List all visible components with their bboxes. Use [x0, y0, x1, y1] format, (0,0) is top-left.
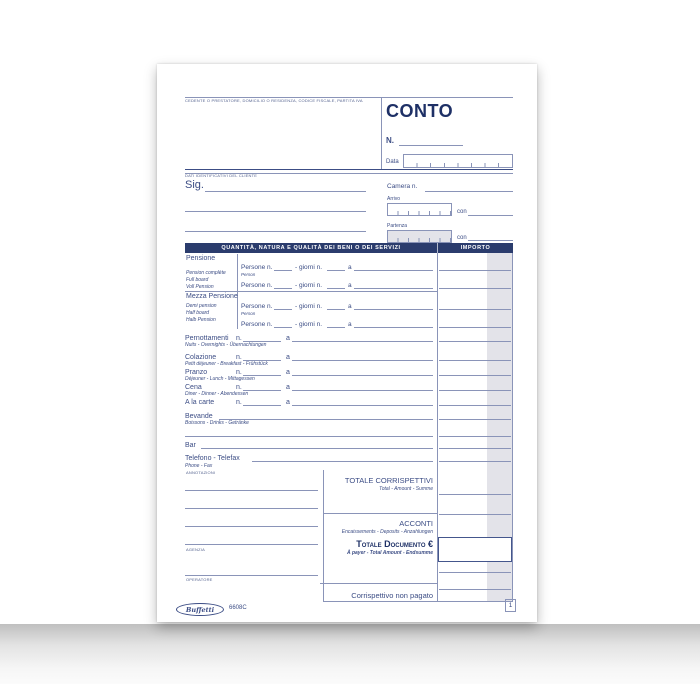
importo-line [439, 514, 511, 515]
mezza-persone-row-1 [157, 302, 437, 310]
client-hint-text: DATI IDENTIFICATIVI DEL CLIENTE [185, 173, 258, 178]
a-label: a [286, 399, 290, 406]
header-divider [381, 97, 382, 170]
price-line [201, 448, 433, 449]
importo-line [439, 360, 511, 361]
buffetti-logo [176, 603, 224, 616]
importo-line [439, 327, 511, 328]
persone-count-line [274, 288, 292, 289]
pensione-sub-fr: Pension complète [186, 270, 226, 276]
mezza-sub-en: Half board [186, 310, 210, 316]
importo-line [439, 405, 511, 406]
importo-line [439, 436, 511, 437]
a-label: a [286, 384, 290, 391]
price-line [354, 309, 433, 310]
date-comb-field [403, 154, 513, 168]
table-surface-shadow [0, 624, 700, 684]
service-row-pranzo [157, 366, 437, 376]
partenza-label: Partenza [387, 223, 408, 229]
totale-documento-label: Totale Documento € [356, 539, 433, 549]
mezza-persone-row-2 [157, 317, 437, 328]
service-label: Cena [185, 384, 202, 391]
a-label: a [348, 320, 352, 328]
pension-block-separator [185, 291, 437, 292]
table-header-bar [185, 243, 513, 253]
table-bottom-border [323, 601, 513, 602]
giorni-label: - giorni n. [295, 281, 323, 289]
person-mid-label-2: Person [241, 311, 256, 316]
service-label: Colazione [185, 354, 217, 361]
price-line [292, 405, 433, 406]
totale-corrispettivi-label: TOTALE CORRISPETTIVI [344, 476, 433, 485]
arrivo-comb-field [387, 203, 452, 216]
client-write-line-2 [185, 211, 366, 212]
service-sub: Déjeuner - Lunch - Mittagessen [185, 376, 255, 382]
giorni-count-line [327, 309, 345, 310]
n-label: n. [236, 384, 242, 391]
a-label: a [286, 369, 290, 376]
giorni-count-line [327, 288, 345, 289]
camera-label: Camera n. [387, 183, 418, 190]
importo-line [439, 448, 511, 449]
totale-corrispettivi-sub: Total - Amount - Summe [379, 486, 433, 492]
persone-label: Persone n. [241, 263, 273, 271]
importo-line [439, 341, 511, 342]
giorni-count-line [327, 327, 345, 328]
totals-section-line [323, 513, 437, 514]
importo-line [439, 390, 511, 391]
totals-section-line [320, 583, 437, 584]
form-title: CONTO [386, 101, 454, 121]
price-line [354, 327, 433, 328]
table-header-importo-cell [437, 243, 513, 253]
service-label: A la carte [185, 399, 215, 406]
importo-line [439, 494, 511, 495]
n-label: n. [236, 335, 242, 342]
date-label: Data [386, 159, 399, 165]
a-label: a [286, 354, 290, 361]
pensione-persone-row-2 [157, 281, 437, 289]
annotazioni-label: ANNOTAZIONI [186, 470, 216, 475]
pensione-sub-en: Full board [186, 277, 209, 283]
table-header-left-cell [185, 243, 437, 253]
pensione-persone-row-1 [157, 263, 437, 271]
acconti-label: ACCONTI [399, 519, 433, 528]
page-number-box [505, 599, 516, 612]
service-row-bar [157, 439, 437, 449]
page-number: 1 [508, 602, 513, 609]
service-row-alacarte [157, 396, 437, 406]
importo-line [439, 375, 511, 376]
annotation-line [185, 508, 318, 509]
importo-line [439, 461, 511, 462]
price-line [292, 341, 433, 342]
table-right-border [512, 253, 513, 602]
blank-write-line [185, 436, 433, 437]
count-line [243, 405, 281, 406]
service-sub: Boissons - Drinks - Getränke [185, 420, 249, 426]
table-header-left-label: QUANTITÀ, NATURA E QUALITÀ DEI BENI O DEI SERVIZI [221, 245, 401, 251]
totale-documento-sub: À payer - Total Amount - Endsumme [346, 550, 433, 556]
count-line [243, 390, 281, 391]
service-row-bevande [157, 410, 437, 420]
price-line [219, 419, 433, 420]
service-label: Telefono - Telefax [185, 455, 240, 462]
operatore-label: OPERATORE [186, 577, 213, 582]
giorni-label: - giorni n. [295, 320, 323, 328]
person-mid-label-1: Person [241, 272, 256, 277]
persone-label: Persone n. [241, 320, 273, 328]
importo-line [439, 270, 511, 271]
sig-label: Sig. [185, 179, 204, 191]
totale-documento-amount-box [438, 537, 512, 562]
arrivo-label: Arrivo [387, 196, 401, 202]
a-label: a [348, 263, 352, 271]
persone-label: Persone n. [241, 281, 273, 289]
partenza-con-line [468, 240, 513, 241]
a-label: a [348, 281, 352, 289]
buffetti-logo-text: Buffetti [185, 605, 215, 614]
conto-form-sheet [157, 64, 537, 622]
mezza-pensione-title: Mezza Pensione [186, 293, 238, 300]
service-sub: Petit déjeuner - Breakfast - Frühstück [185, 361, 268, 367]
corrispettivo-non-pagato-label: Corrispettivo non pagato [351, 591, 433, 600]
price-line [292, 375, 433, 376]
service-sub: Diner - Dinner - Abendessen [185, 391, 249, 397]
n-label: n. [236, 399, 242, 406]
price-line [292, 390, 433, 391]
pensione-title: Pensione [186, 255, 216, 262]
annotation-line [185, 526, 318, 527]
arrivo-con-line [468, 215, 513, 216]
service-row-telefono [157, 452, 437, 462]
persone-label: Persone n. [241, 302, 273, 310]
price-line [354, 288, 433, 289]
number-write-line [399, 145, 463, 146]
mezza-sub-de: Halb Pension [186, 317, 216, 323]
service-row-cena [157, 381, 437, 391]
n-label: n. [236, 354, 242, 361]
service-sub: Nuits - Overnights - Übernachtungen [185, 342, 267, 348]
a-label: a [348, 302, 352, 310]
arrivo-con-label: con [457, 209, 467, 215]
price-line [292, 360, 433, 361]
mezza-sub-fr: Demi pension [186, 303, 217, 309]
price-line [252, 461, 433, 462]
client-write-line-3 [185, 231, 366, 232]
form-code: 6608C [229, 605, 247, 611]
price-line [354, 270, 433, 271]
service-sub: Phone - Fax [185, 463, 213, 469]
giorni-label: - giorni n. [295, 263, 323, 271]
giorni-label: - giorni n. [295, 302, 323, 310]
annotation-line [185, 575, 318, 576]
partenza-con-label: con [457, 235, 467, 241]
annotation-line [185, 490, 318, 491]
importo-header-label: IMPORTO [460, 245, 491, 251]
importo-line [439, 309, 511, 310]
service-label: Bar [185, 442, 196, 449]
sig-write-line [205, 191, 366, 192]
importo-line [439, 288, 511, 289]
acconti-sub: Encaissements - Deposits - Anzahlungen [341, 529, 433, 535]
n-label: n. [236, 369, 242, 376]
service-row-pernottamenti [157, 332, 437, 342]
giorni-count-line [327, 270, 345, 271]
annotation-line [185, 544, 318, 545]
agenzia-label: AGENZIA [186, 547, 205, 552]
partenza-comb-field [387, 230, 452, 243]
a-label: a [286, 335, 290, 342]
supplier-hint-text: CEDENTE O PRESTATORE, DOMICILIO O RESIDENZA, CODICE FISCALE, PARTITA IVA [185, 98, 363, 103]
pensione-sub-de: Voll Pension [186, 284, 214, 290]
number-label: N. [386, 136, 394, 145]
camera-write-line [425, 191, 513, 192]
service-row-colazione [157, 351, 437, 361]
importo-line [439, 589, 511, 590]
service-label: Bevande [185, 413, 213, 420]
persone-count-line [274, 309, 292, 310]
persone-count-line [274, 270, 292, 271]
service-label: Pranzo [185, 369, 208, 376]
persone-count-line [274, 327, 292, 328]
importo-line [439, 419, 511, 420]
importo-line [439, 572, 511, 573]
service-label: Pernottamenti [185, 335, 229, 342]
